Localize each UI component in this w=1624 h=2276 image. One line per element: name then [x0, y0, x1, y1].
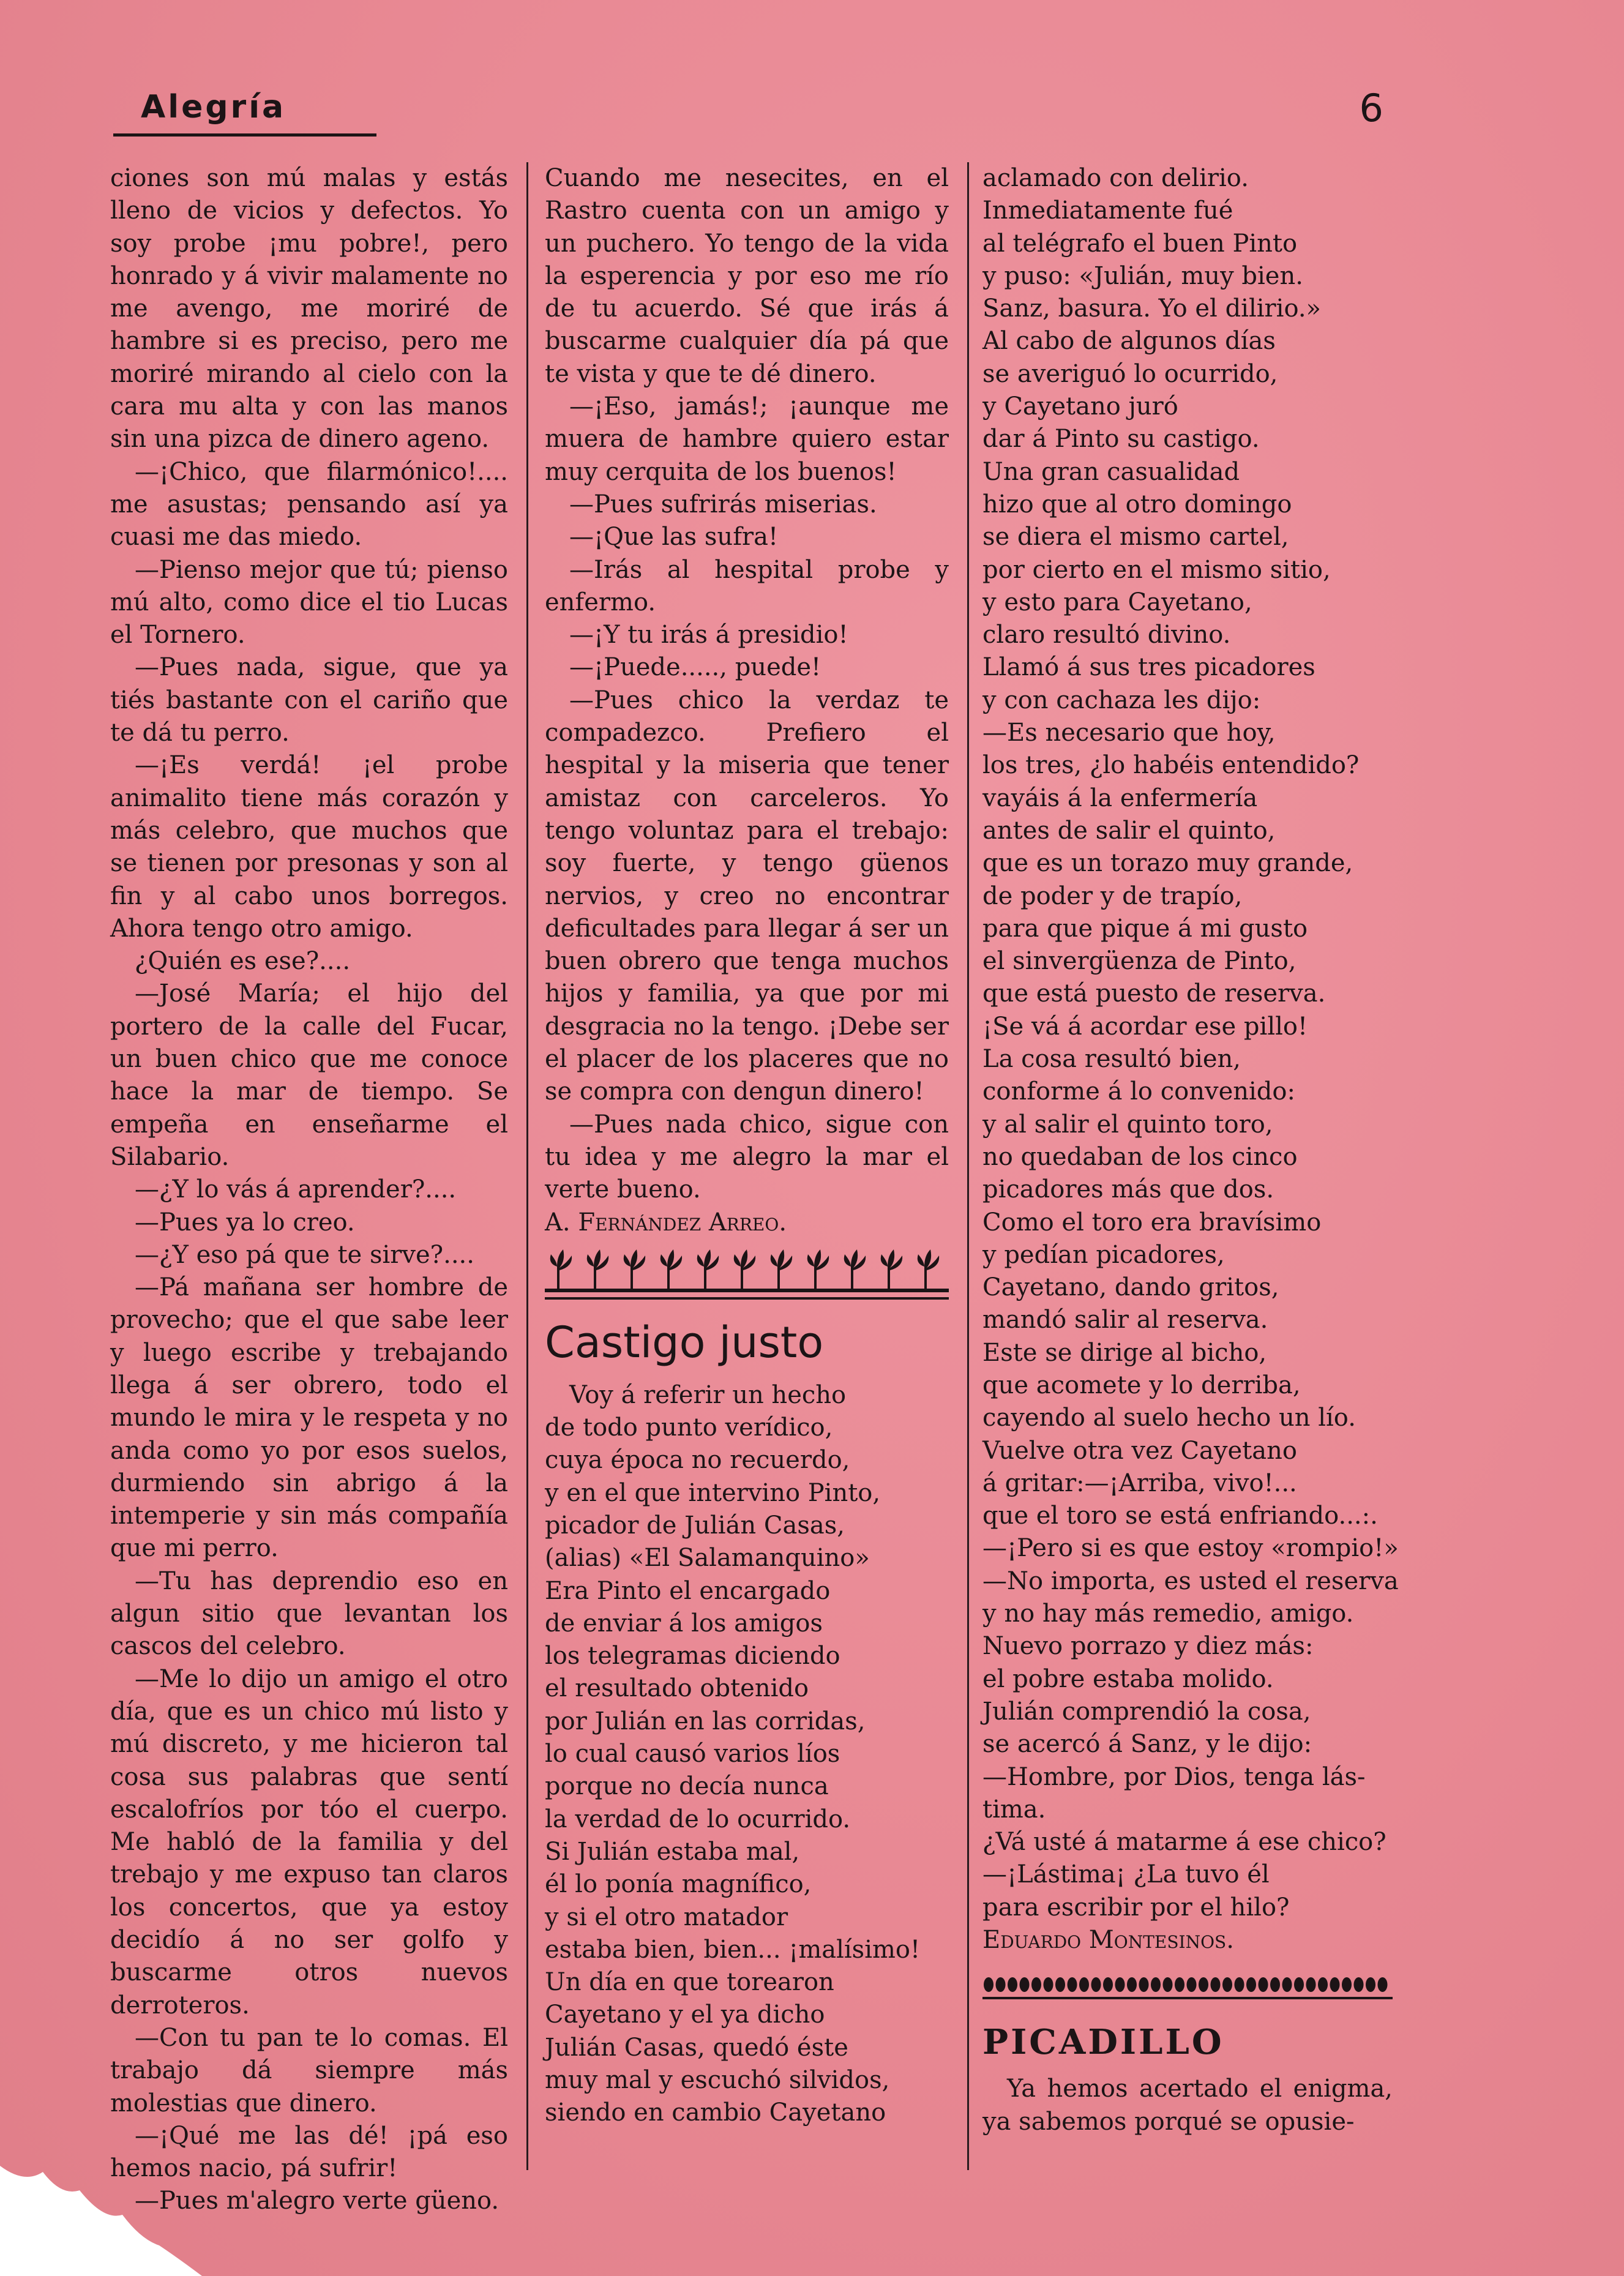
verse-line: y Cayetano juró — [982, 392, 1178, 421]
verse-line: vayáis á la enfermería — [982, 784, 1258, 812]
paragraph: —¡Puede....., puede! — [569, 653, 821, 682]
verse-line: el sinvergüenza de Pinto, — [982, 947, 1297, 976]
paragraph: —¿Y lo vás á aprender?.... — [135, 1175, 457, 1204]
masthead-title: Alegría — [141, 89, 286, 125]
verse-line: lo cual causó varios líos — [545, 1740, 840, 1769]
verse-line: ¿Vá usté á matarme á ese chico? — [982, 1828, 1386, 1857]
verse-line: el resultado obtenido — [545, 1674, 809, 1703]
verse-line: de poder y de trapío, — [982, 882, 1243, 910]
verse-line: para que pique á mi gusto — [982, 914, 1308, 943]
verse-line: Nuevo porrazo y diez más: — [982, 1632, 1314, 1661]
verse-line: (alias) «El Salamanquino» — [545, 1544, 870, 1573]
author-signature: Eduardo Montesinos. — [982, 1926, 1234, 1955]
verse-line: Julián Casas, quedó éste — [545, 2033, 848, 2062]
verse-line: para escribir por el hilo? — [982, 1893, 1290, 1922]
paragraph: —Me lo dijo un amigo el otro día, que es un chico mú listo y mú discreto, y me hicieron tal cosa sus palabras que sentí escalofríos por tóo el cuerpo. Me habló de la familia y del trebajo y me expuso tan claros los concertos, que ya estoy decidío á no ser golfo y buscarme otros nuevos derroteros. — [110, 1664, 508, 2020]
verse-line: Si Julián estaba mal, — [545, 1837, 800, 1866]
page-number: 6 — [1359, 86, 1383, 130]
verse-line: Llamó á sus tres picadores — [982, 653, 1315, 682]
verse-line: —¡Lástima¡ ¿La tuvo él — [982, 1860, 1270, 1889]
verse-line: —Hombre, por Dios, tenga lás- — [982, 1762, 1366, 1791]
verse-line: la verdad de lo ocurrido. — [545, 1805, 851, 1833]
verse-line: hizo que al otro domingo — [982, 490, 1292, 518]
paragraph: —¡Qué me las dé! ¡pá eso hemos nacio, pá sufrir! — [110, 2121, 508, 2183]
paragraph: —Con tu pan te lo comas. El trabajo dá siempre más molestias que dinero. — [110, 2023, 508, 2117]
verse-line: y al salir el quinto toro, — [982, 1110, 1273, 1139]
verse-line: y puso: «Julián, muy bien. — [982, 261, 1303, 290]
verse-line: La cosa resultó bien, — [982, 1045, 1241, 1074]
verse-line: que el toro se está enfriando...:. — [982, 1502, 1378, 1530]
verse-line: picador de Julián Casas, — [545, 1511, 845, 1540]
verse-line: y si el otro matador — [545, 1903, 788, 1931]
verse-line: se diera el mismo cartel, — [982, 523, 1289, 552]
verse-line: el pobre estaba molido. — [982, 1664, 1274, 1693]
verse-line: Un día en que torearon — [545, 1968, 834, 1997]
verse-line: se averiguó lo ocurrido, — [982, 359, 1278, 388]
verse-line: que está puesto de reserva. — [982, 979, 1326, 1008]
verse-line: —¡Pero si es que estoy «rompio!» — [982, 1534, 1399, 1563]
verse-line: mandó salir al reserva. — [982, 1306, 1268, 1335]
verse-line: Este se dirige al bicho, — [982, 1338, 1267, 1367]
verse-line: por Julián en las corridas, — [545, 1707, 866, 1735]
paragraph: —¿Y eso pá que te sirve?.... — [135, 1240, 474, 1269]
verse-line: Como el toro era bravísimo — [982, 1208, 1322, 1237]
author-signature: A. Fernández Arreo. — [545, 1208, 787, 1237]
verse-line: Julián comprendió la cosa, — [982, 1697, 1311, 1726]
verse-line: no quedaban de los cinco — [982, 1142, 1298, 1171]
palmette-border-icon — [545, 1248, 949, 1293]
ornamental-divider — [545, 1248, 949, 1300]
verse-line: Cayetano y el ya dicho — [545, 2001, 825, 2029]
paragraph: Ya hemos acertado el enigma, ya sabemos porqué se opusie- — [982, 2075, 1393, 2136]
verse-line: cayendo al suelo hecho un lío. — [982, 1404, 1356, 1432]
verse-line: los telegramas diciendo — [545, 1642, 840, 1671]
verse-line: cuya época no recuerdo, — [545, 1446, 850, 1475]
verse-line: Al cabo de algunos días — [982, 327, 1276, 356]
paragraph: —Pues sufrirás miserias. — [569, 490, 877, 518]
verse-line: —No importa, es usted el reserva — [982, 1567, 1399, 1595]
verse-line: que acomete y lo derriba, — [982, 1371, 1301, 1399]
verse-line: Una gran casualidad — [982, 457, 1240, 486]
verse-line: Inmediatamente fué — [982, 197, 1233, 225]
verse-line: de enviar á los amigos — [545, 1609, 823, 1638]
paragraph: —¡Y tu irás á presidio! — [569, 621, 848, 649]
paragraph: —Pues m'alegro verte güeno. — [135, 2187, 500, 2215]
paragraph: —Pues nada chico, sigue con tu idea y me alegro la mar el verte bueno. — [545, 1110, 949, 1204]
dotted-divider — [982, 1975, 1393, 1999]
verse-line: conforme á lo convenido: — [982, 1077, 1295, 1106]
verse-line: al telégrafo el buen Pinto — [982, 229, 1298, 258]
masthead-underline — [113, 133, 376, 137]
paragraph: —Pues nada, sigue, que ya tiés bastante con el cariño que te dá tu perro. — [110, 653, 508, 747]
paragraph: ciones son mú malas y estás lleno de vicios y defectos. Yo soy probe ¡mu pobre!, pero honrado y á vivir malamente no me avengo, me moriré de hambre si es preciso, pero me moriré mirando al cielo con la cara mu alta y con las manos sin una pizca de dinero ageno. — [110, 164, 508, 454]
paragraph: —¡Que las sufra! — [569, 523, 779, 552]
paragraph: —¡Es verdá! ¡el probe animalito tiene más corazón y más celebro, que muchos que se tienen por presonas y son al fin y al cabo unos borregos. Ahora tengo otro amigo. — [110, 751, 508, 943]
verse-line: de todo punto verídico, — [545, 1413, 833, 1442]
verse-line: se acercó á Sanz, y le dijo: — [982, 1730, 1312, 1759]
verse-line: porque no decía nunca — [545, 1772, 829, 1801]
verse-line: —Es necesario que hoy, — [982, 719, 1276, 747]
page-header — [113, 86, 1383, 141]
verse-line: estaba bien, bien... ¡malísimo! — [545, 1935, 921, 1964]
verse-line: Voy á referir un hecho — [569, 1380, 847, 1409]
verse-line: picadores más que dos. — [982, 1175, 1274, 1204]
torn-corner — [0, 2092, 202, 2276]
bead-border-icon — [982, 1975, 1393, 1994]
verse-line: Era Pinto el encargado — [545, 1576, 831, 1605]
poem-title: Castigo justo — [545, 1317, 824, 1368]
verse-line: Vuelve otra vez Cayetano — [982, 1436, 1297, 1465]
paragraph: Cuando me nesecites, en el Rastro cuenta con un amigo y un puchero. Yo tengo de la vida la esperencia y por eso me río de tu acuerdo. Sé que irás á buscarme cualquier día pá que te vista y que te dé dinero. — [545, 164, 949, 388]
paragraph: —Pienso mejor que tú; pienso mú alto, como dice el tio Lucas el Tornero. — [110, 555, 508, 649]
verse-line: que es un torazo muy grande, — [982, 849, 1353, 878]
verse-line: aclamado con delirio. — [982, 164, 1249, 192]
paragraph: —José María; el hijo del portero de la calle del Fucar, un buen chico que me conoce hace la mar de tiempo. Se empeña en enseñarme el Silabario. — [110, 979, 508, 1171]
section-title: PICADILLO — [982, 2022, 1224, 2063]
verse-line: y pedían picadores, — [982, 1240, 1225, 1269]
verse-line: él lo ponía magnífico, — [545, 1870, 812, 1899]
verse-line: antes de salir el quinto, — [982, 816, 1276, 845]
paragraph: —Pues chico la verdaz te compadezco. Prefiero el hespital y la miseria que tener amistaz con carceleros. Yo tengo voluntaz para el trebajo: soy fuerte, y tengo güenos nervios, y creo no encontrar deficultades para llegar á ser un buen obrero que tenga muchos hijos y familia, ya que por mi desgracia no la tengo. ¡Debe ser el placer de los placeres que no se compra con dengun dinero! — [545, 686, 949, 1106]
poem-verse — [545, 1379, 949, 2130]
verse-line: siendo en cambio Cayetano — [545, 2098, 886, 2127]
verse-line: y esto para Cayetano, — [982, 588, 1252, 616]
paragraph: ¿Quién es ese?.... — [135, 947, 351, 976]
verse-line: tima. — [982, 1795, 1046, 1824]
verse-line: Cayetano, dando gritos, — [982, 1273, 1279, 1302]
column-divider — [967, 162, 969, 2170]
verse-line: Sanz, basura. Yo el dilirio.» — [982, 294, 1322, 323]
verse-line: ¡Se vá á acordar ese pillo! — [982, 1012, 1308, 1041]
paragraph: —Tu has deprendio eso en algun sitio que levantan los cascos del celebro. — [110, 1567, 508, 1661]
paragraph: —Irás al hespital probe y enfermo. — [545, 555, 949, 616]
verse-line: claro resultó divino. — [982, 621, 1231, 649]
verse-line: por cierto en el mismo sitio, — [982, 555, 1331, 584]
verse-line: y con cachaza les dijo: — [982, 686, 1261, 714]
verse-line: y en el que intervino Pinto, — [545, 1478, 881, 1507]
verse-line: á gritar:—¡Arriba, vivo!... — [982, 1469, 1297, 1497]
paragraph: —Pá mañana ser hombre de provecho; que el que sabe leer y luego escribe y trebajando llega á ser obrero, todo el mundo le mira y le respeta y no anda como yo por esos suelos, durmiendo sin abrigo á la intemperie y sin más compañía que mi perro. — [110, 1273, 508, 1563]
paragraph: —¡Chico, que filarmónico!.... me asustas; pensando así ya cuasi me das miedo. — [110, 457, 508, 552]
poem-verse-continued — [982, 162, 1399, 1924]
column-right — [982, 162, 1399, 2138]
column-left — [110, 162, 508, 2218]
column-middle — [545, 162, 949, 2130]
verse-line: muy mal y escuchó silvidos, — [545, 2066, 890, 2095]
verse-line: dar á Pinto su castigo. — [982, 425, 1260, 454]
paragraph: —¡Eso, jamás!; ¡aunque me muera de hambre quiero estar muy cerquita de los buenos! — [545, 392, 949, 486]
column-divider — [526, 162, 528, 2170]
verse-line: y no hay más remedio, amigo. — [982, 1600, 1354, 1628]
paragraph: —Pues ya lo creo. — [135, 1208, 355, 1237]
verse-line: los tres, ¿lo habéis entendido? — [982, 751, 1360, 780]
